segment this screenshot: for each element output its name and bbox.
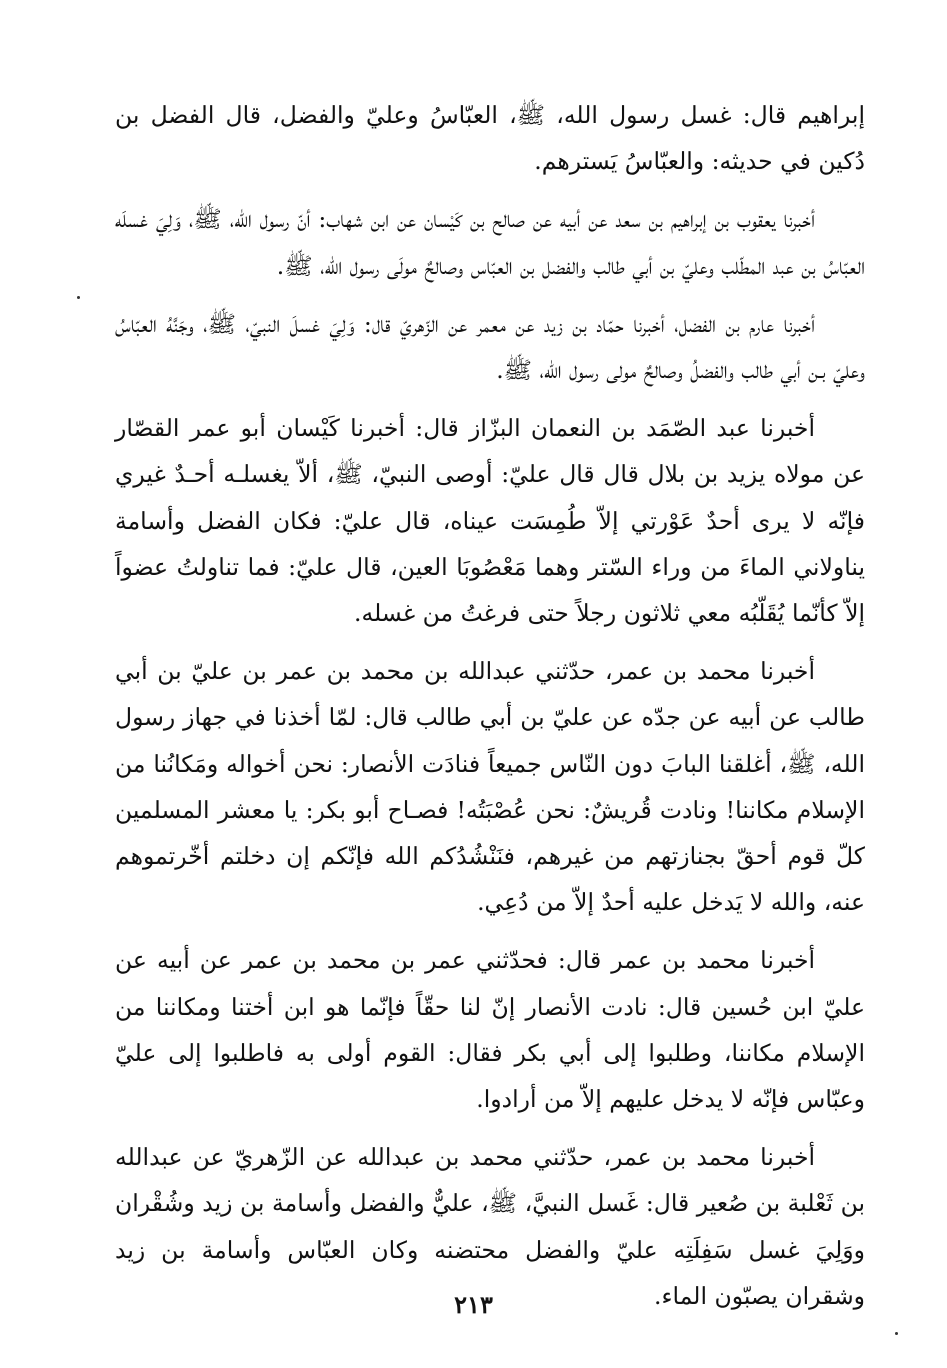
page-number: ٢١٣ — [454, 1290, 493, 1319]
scan-speck — [895, 1332, 898, 1335]
paragraph-1: إبراهيم قال: غسل رسول الله، ﷺ، العبّاسُ وعليّ والفضل، قال الفضل بن دُكين في حديثه: والعبّاسُ يَسترهم. — [115, 101, 865, 176]
paragraph-4: أخبرنا عبد الصّمَد بن النعمان البزّاز قال: أخبرنا كَيْسان أبو عمر القصّار عن مولاه يزيد بن بلال قال قال عليّ: أوصى النبيّ، ﷺ، ألاّ يغسلـه أحـدٌ غيري فإنّه لا يرى أحدٌ عَوْرتي إلاّ طُمِسَت عيناه، قال عليّ: فكان الفضل وأسامة يناولاني الماءَ من وراء السّتر وهما مَعْصُوبَا العين، قال عليّ: فما تناولتُ عضواً إلاّ كأنّما يُقَلّبُه معي ثلاثون رجلاً حتى فرغتُ من غسله. — [115, 414, 865, 628]
paragraph-6: أخبرنا محمد بن عمر قال: فحدّثني عمر بن محمد بن عمر عن أبيه عن عليّ ابن حُسين قال: نادت الأنصار إنّ لنا حقّاً فإنّما هو ابن أختنا ومكاننا من الإسلام مكاننا، وطلبوا إلى أبي بكر فقال: القوم أولى به فاطلبوا إلى عليّ وعبّاس فإنّه لا يدخل عليهم إلاّ من أرادوا. — [115, 946, 865, 1114]
page-body — [115, 92, 865, 1331]
paragraph-7: أخبرنا محمد بن عمر، حدّثني محمد بن عبدالله عن الزّهريّ عن عبدالله بن ثَعْلبة بن صُعير قال: غَسل النبيَّ، ﷺ، عليٌّ والفضل وأسامة بن زيد وشُقْران ووَلِيَ غسل سَفِلَتِه عليّ والفضل محتضنه وكان العبّاس وأسامة بن زيد وشقران يصبّون الماء. — [115, 1143, 865, 1310]
paragraph-2: أخبرنا يعقوب بن إبراهيم بن سعد عن أبيه عن صالح بن كَيْسان عن ابن شهاب: أنّ رسول الله، ﷺ، وَلِيَ غسلَه العبّاسُ بن عبد المطّلب وعليّ بن أبي طالب والفضل بن العبّاس وصالحٌ مولَى رسول الله، ﷺ. — [115, 205, 865, 280]
scan-speck — [77, 296, 80, 299]
paragraph-3: أخبرنا عارم بن الفضل، أخبرنا حمّاد بن زيد عن معمر عن الزّهريّ قال: وَلِيَ غسلَ النبيّ، ﷺ، وجَنَّهُ العبّاسُ وعليّ بـن أبي طالب والفضلُ وصالحٌ مولى رسول الله، ﷺ. — [115, 309, 865, 385]
paragraph-5: أخبرنا محمد بن عمر، حدّثني عبدالله بن محمد بن عمر بن عليّ بن أبي طالب عن أبيه عن جدّه عن عليّ بن أبي طالب قال: لمّا أخذنا في جهاز رسول الله، ﷺ، أغلقنا البابَ دون النّاس جميعاً فنادَت الأنصار: نحن أخواله ومَكانُنا من الإسلام مكاننا! ونادت قُريشٌ: نحن عُصْبَتُه! فصـاح أبو بكر: يا معشر المسلمين كلّ قوم أحقّ بجنازتهم من غيرهم، فنَنْشُدُكم الله فإنّكم إن دخلتم أخّرتموهم عنه، والله لا يَدخل عليه أحدٌ إلاّ من دُعِي. — [115, 657, 865, 917]
